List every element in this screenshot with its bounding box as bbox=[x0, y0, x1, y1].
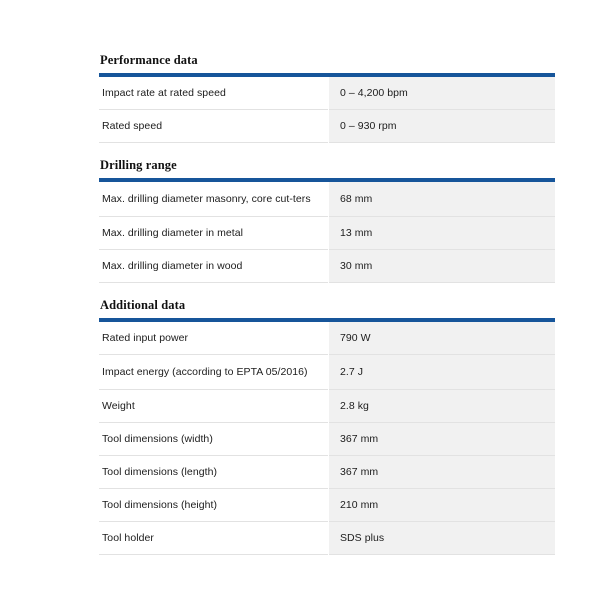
spec-value-cell: 13 mm bbox=[329, 217, 556, 250]
spec-label-cell: Impact rate at rated speed bbox=[99, 75, 329, 110]
spec-section bbox=[99, 52, 516, 143]
spec-value-cell: SDS plus bbox=[329, 522, 556, 555]
spec-value-cell: 0 – 930 rpm bbox=[329, 110, 556, 143]
spec-value-cell: 30 mm bbox=[329, 250, 556, 283]
table-row bbox=[99, 423, 555, 456]
spec-label-cell: Tool dimensions (height) bbox=[99, 489, 329, 522]
spec-table bbox=[99, 178, 555, 283]
spec-table bbox=[99, 318, 555, 555]
spec-value-cell: 367 mm bbox=[329, 423, 556, 456]
table-row bbox=[99, 75, 555, 110]
section-heading: Additional data bbox=[100, 298, 186, 312]
spec-label-cell: Weight bbox=[99, 390, 329, 423]
spec-table bbox=[99, 73, 555, 143]
spec-sections-container bbox=[99, 52, 516, 555]
table-row bbox=[99, 355, 555, 390]
spec-label-cell: Tool dimensions (width) bbox=[99, 423, 329, 456]
spec-label-cell: Max. drilling diameter in metal bbox=[99, 217, 329, 250]
table-row bbox=[99, 489, 555, 522]
spec-value-cell: 68 mm bbox=[329, 180, 556, 217]
spec-label-cell: Rated input power bbox=[99, 320, 329, 355]
table-row bbox=[99, 110, 555, 143]
section-heading: Performance data bbox=[100, 53, 198, 67]
table-row bbox=[99, 250, 555, 283]
spec-label-cell: Tool dimensions (length) bbox=[99, 456, 329, 489]
table-row bbox=[99, 456, 555, 489]
spec-value-cell: 0 – 4,200 bpm bbox=[329, 75, 556, 110]
spec-value-cell: 2.7 J bbox=[329, 355, 556, 390]
section-heading: Drilling range bbox=[100, 158, 177, 172]
spec-value-cell: 2.8 kg bbox=[329, 390, 556, 423]
table-row bbox=[99, 217, 555, 250]
spec-section bbox=[99, 157, 516, 283]
spec-section bbox=[99, 297, 516, 555]
spec-value-cell: 367 mm bbox=[329, 456, 556, 489]
spec-label-cell: Tool holder bbox=[99, 522, 329, 555]
spec-label-cell: Max. drilling diameter in wood bbox=[99, 250, 329, 283]
table-row bbox=[99, 320, 555, 355]
spec-label-cell: Impact energy (according to EPTA 05/2016) bbox=[99, 355, 329, 390]
spec-value-cell: 790 W bbox=[329, 320, 556, 355]
spec-value-cell: 210 mm bbox=[329, 489, 556, 522]
table-row bbox=[99, 390, 555, 423]
spec-label-cell: Rated speed bbox=[99, 110, 329, 143]
table-row bbox=[99, 180, 555, 217]
table-row bbox=[99, 522, 555, 555]
spec-label-cell: Max. drilling diameter masonry, core cut-ters bbox=[99, 180, 329, 217]
